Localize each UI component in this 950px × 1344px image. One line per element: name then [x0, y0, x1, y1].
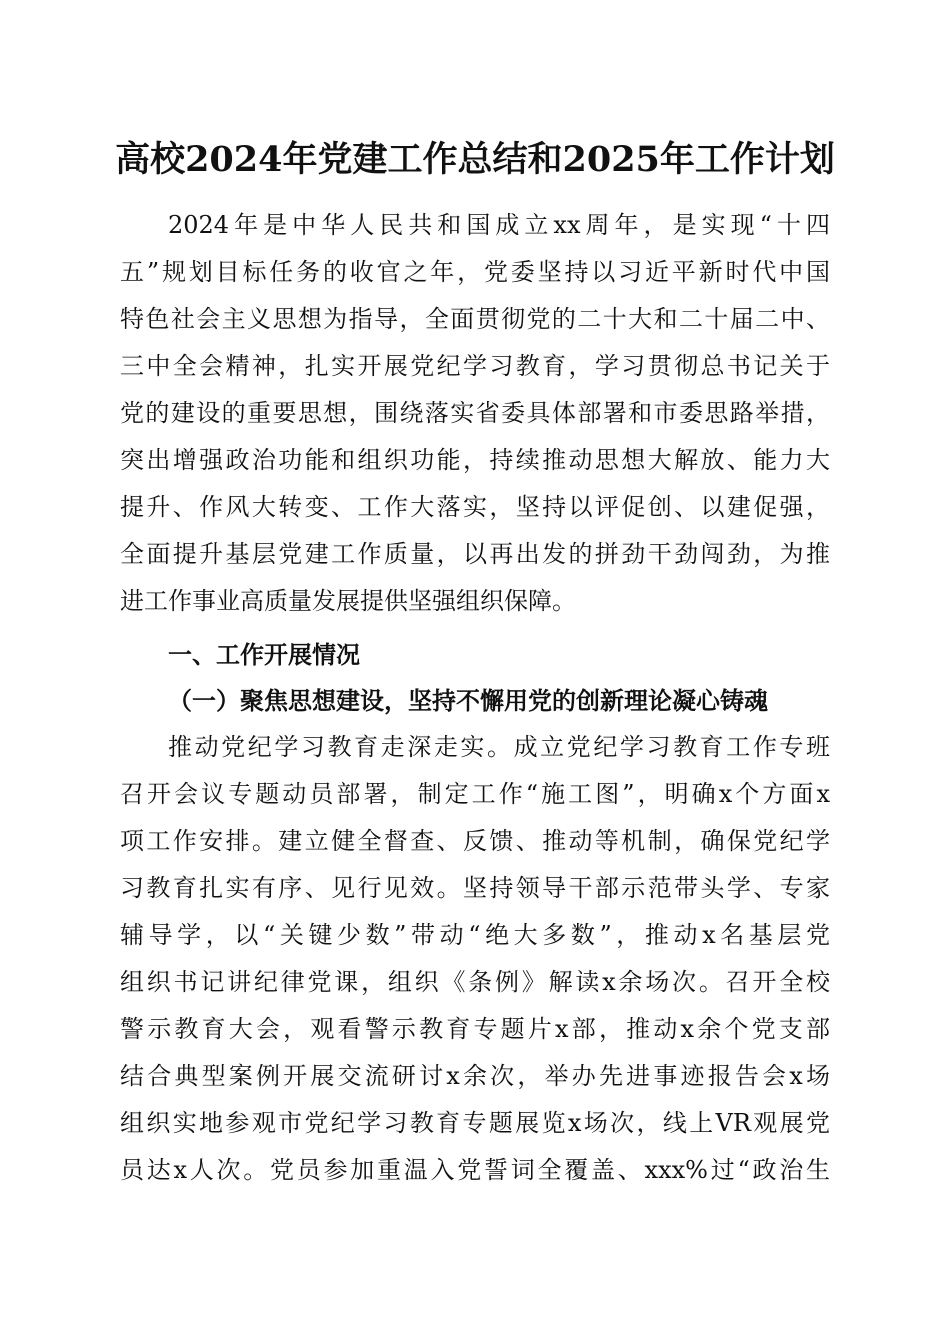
- body-line: 项工作安排。建立健全督查、反馈、推动等机制，确保党纪学: [120, 827, 830, 855]
- intro-line: 提升、作风大转变、工作大落实，坚持以评促创、以建促强，: [120, 493, 830, 521]
- section-heading: 一、工作开展情况: [168, 640, 360, 669]
- intro-line: 全面提升基层党建工作质量，以再出发的拼劲干劲闯劲，为推: [120, 540, 830, 568]
- body-line: 推动党纪学习教育走深走实。成立党纪学习教育工作专班: [168, 733, 830, 761]
- intro-line: 突出增强政治功能和组织功能，持续推动思想大解放、能力大: [120, 446, 830, 474]
- subsection-heading: （一）聚焦思想建设，坚持不懈用党的创新理论凝心铸魂: [168, 686, 768, 715]
- body-line: 组织书记讲纪律党课，组织《条例》解读x余场次。召开全校: [120, 968, 830, 996]
- body-line: 员达x人次。党员参加重温入党誓词全覆盖、xxx%过“政治生: [120, 1156, 830, 1184]
- body-line: 辅导学，以“关键少数”带动“绝大多数”，推动x名基层党: [120, 921, 830, 949]
- intro-line: 2024年是中华人民共和国成立xx周年，是实现“十四: [168, 211, 830, 239]
- document-title: 高校2024年党建工作总结和2025年工作计划: [115, 139, 835, 180]
- body-line: 习教育扎实有序、见行见效。坚持领导干部示范带头学、专家: [120, 874, 830, 902]
- intro-line: 五”规划目标任务的收官之年，党委坚持以习近平新时代中国: [120, 258, 830, 286]
- body-line: 结合典型案例开展交流研讨x余次，举办先进事迹报告会x场: [120, 1062, 830, 1090]
- intro-line: 三中全会精神，扎实开展党纪学习教育，学习贯彻总书记关于: [120, 352, 830, 380]
- body-line: 警示教育大会，观看警示教育专题片x部，推动x余个党支部: [120, 1015, 830, 1043]
- intro-line: 进工作事业高质量发展提供坚强组织保障。: [120, 587, 576, 615]
- intro-line: 特色社会主义思想为指导，全面贯彻党的二十大和二十届二中、: [120, 305, 830, 333]
- body-line: 召开会议专题动员部署，制定工作“施工图”，明确x个方面x: [120, 780, 830, 808]
- body-line: 组织实地参观市党纪学习教育专题展览x场次，线上VR观展党: [120, 1109, 830, 1137]
- intro-line: 党的建设的重要思想，围绕落实省委具体部署和市委思路举措，: [120, 399, 830, 427]
